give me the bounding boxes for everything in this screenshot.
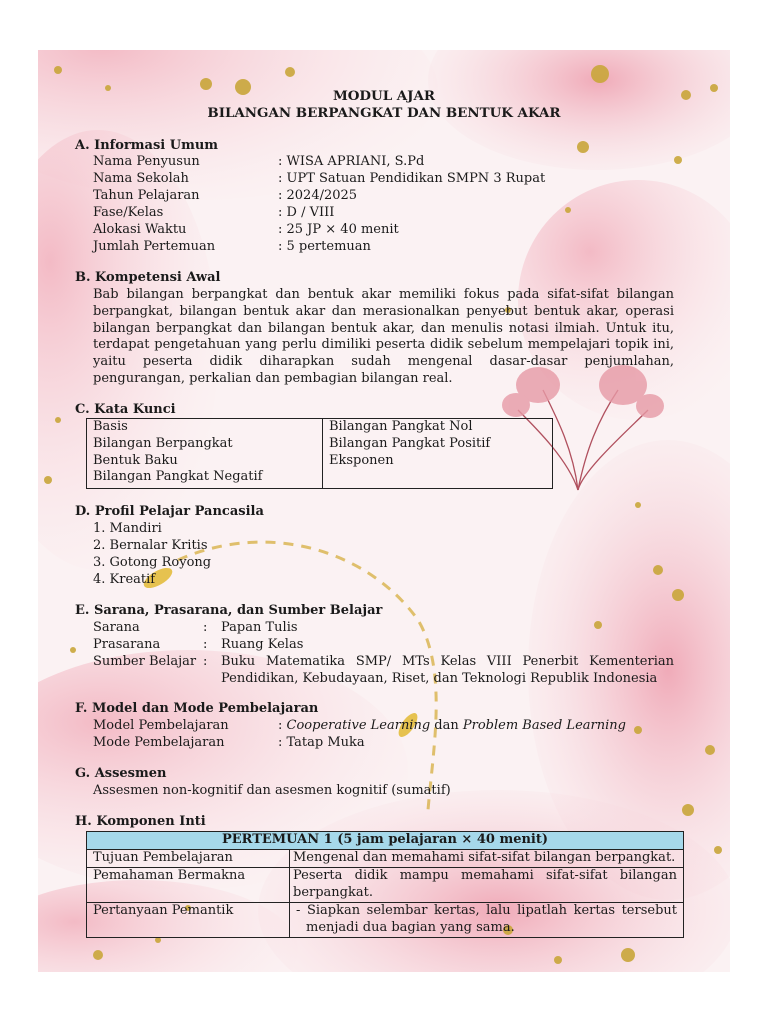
kompetensi-awal-text: Bab bilangan berpangkat dan bentuk akar memiliki fokus pada sifat-sifat bilangan berpangkat, bilangan bentuk akar dan merasionalkan penyebut bentuk akar, operasi bilangan berpangkat dan bilangan bentuk akar, dan menulis notasi ilmiah. Untuk itu, terdapat pengetahuan yang perlu dimiliki peserta didik sebelum mempelajari topik ini, yaitu peserta didik diharapkan sudah mengenal dasar-dasar penjumlahan, pengurangan, perkalian dan pembagian bilangan real. [93, 287, 674, 386]
model-value [278, 718, 626, 735]
table-header: PERTEMUAN 1 (5 jam pelajaran × 40 menit) [87, 832, 683, 850]
model-colon: : [278, 718, 287, 733]
prasarana-colon: : [203, 637, 208, 652]
info-label: Nama Sekolah [93, 171, 189, 186]
info-label: Nama Penyusun [93, 154, 200, 169]
table-row [87, 868, 683, 903]
kata-kunci-col-1 [93, 419, 315, 488]
info-value: : 25 JP × 40 menit [278, 222, 399, 237]
list-item: 3. Gotong Royong [93, 555, 212, 570]
model-pbl: Problem Based Learning [462, 718, 626, 733]
info-value: : D / VIII [278, 205, 335, 220]
info-value: : UPT Satuan Pendidikan SMPN 3 Rupat [278, 171, 546, 186]
model-label: Model Pembelajaran [93, 718, 229, 733]
sarana-colon: : [203, 620, 208, 635]
sumber-label: Sumber Belajar [93, 654, 197, 669]
table-row [87, 903, 683, 937]
section-c-heading: C. Kata Kunci [75, 402, 176, 417]
mode-value: : Tatap Muka [278, 735, 365, 750]
row-label: Tujuan Pembelajaran [93, 850, 233, 865]
info-value: : 5 pertemuan [278, 239, 371, 254]
section-f-heading: F. Model dan Mode Pembelajaran [75, 701, 319, 716]
section-g-heading: G. Assesmen [75, 766, 167, 781]
keyword: Eksponen [329, 452, 394, 468]
info-value: : WISA APRIANI, S.Pd [278, 154, 425, 169]
row-value: Mengenal dan memahami sifat-sifat bilangan berpangkat. [289, 850, 683, 867]
model-dan: dan [430, 718, 463, 733]
row-label: Pemahaman Bermakna [93, 868, 246, 883]
list-item: 4. Kreatif [93, 572, 156, 587]
row-value: Peserta didik mampu memahami sifat-sifat bilangan berpangkat. [289, 868, 683, 902]
sumber-colon: : [203, 654, 208, 669]
column-divider [322, 419, 323, 488]
section-d-heading: D. Profil Pelajar Pancasila [75, 504, 264, 519]
title-line-2: BILANGAN BERPANGKAT DAN BENTUK AKAR [207, 105, 561, 121]
section-b-heading: B. Kompetensi Awal [75, 270, 221, 285]
info-label: Jumlah Pertemuan [93, 239, 216, 254]
info-label: Tahun Pelajaran [93, 188, 200, 203]
kata-kunci-table [86, 418, 553, 489]
info-label: Fase/Kelas [93, 205, 164, 220]
section-e-heading: E. Sarana, Prasarana, dan Sumber Belajar [75, 603, 383, 618]
section-h-heading: H. Komponen Inti [75, 814, 206, 829]
assesmen-text: Assesmen non-kognitif dan asesmen kognitif (sumatif) [93, 783, 451, 798]
keyword: Bilangan Pangkat Nol [329, 419, 473, 434]
mode-label: Mode Pembelajaran [93, 735, 225, 750]
document-page [38, 50, 730, 972]
prasarana-value: Ruang Kelas [221, 637, 304, 652]
komponen-inti-table [86, 831, 684, 938]
title-line-1: MODUL AJAR [332, 88, 436, 104]
row-value: - Siapkan selembar kertas, lalu lipatlah kertas tersebut menjadi dua bagian yang sama. [289, 903, 683, 937]
info-value: : 2024/2025 [278, 188, 358, 203]
model-cooperative: Cooperative Learning [286, 718, 431, 733]
section-a-heading: A. Informasi Umum [75, 138, 219, 153]
sumber-value: Buku Matematika SMP/ MTs Kelas VIII Penerbit Kementerian Pendidikan, Kebudayaan, Riset, dan Teknologi Republik Indonesia [221, 654, 674, 686]
table-row [87, 850, 683, 868]
keyword: Basis [93, 419, 128, 434]
keyword: Bilangan Pangkat Negatif [93, 469, 263, 485]
list-item: 2. Bernalar Kritis [93, 538, 208, 553]
row-label: Pertanyaan Pemantik [93, 903, 234, 918]
kata-kunci-col-2 [329, 419, 549, 488]
list-item: 1. Mandiri [93, 521, 162, 536]
sarana-value: Papan Tulis [221, 620, 298, 635]
keyword: Bentuk Baku [93, 452, 178, 468]
sarana-label: Sarana [93, 620, 140, 635]
keyword: Bilangan Pangkat Positif [329, 435, 491, 451]
prasarana-label: Prasarana [93, 637, 161, 652]
info-label: Alokasi Waktu [93, 222, 187, 237]
keyword: Bilangan Berpangkat [93, 435, 233, 451]
document-content [38, 50, 730, 972]
